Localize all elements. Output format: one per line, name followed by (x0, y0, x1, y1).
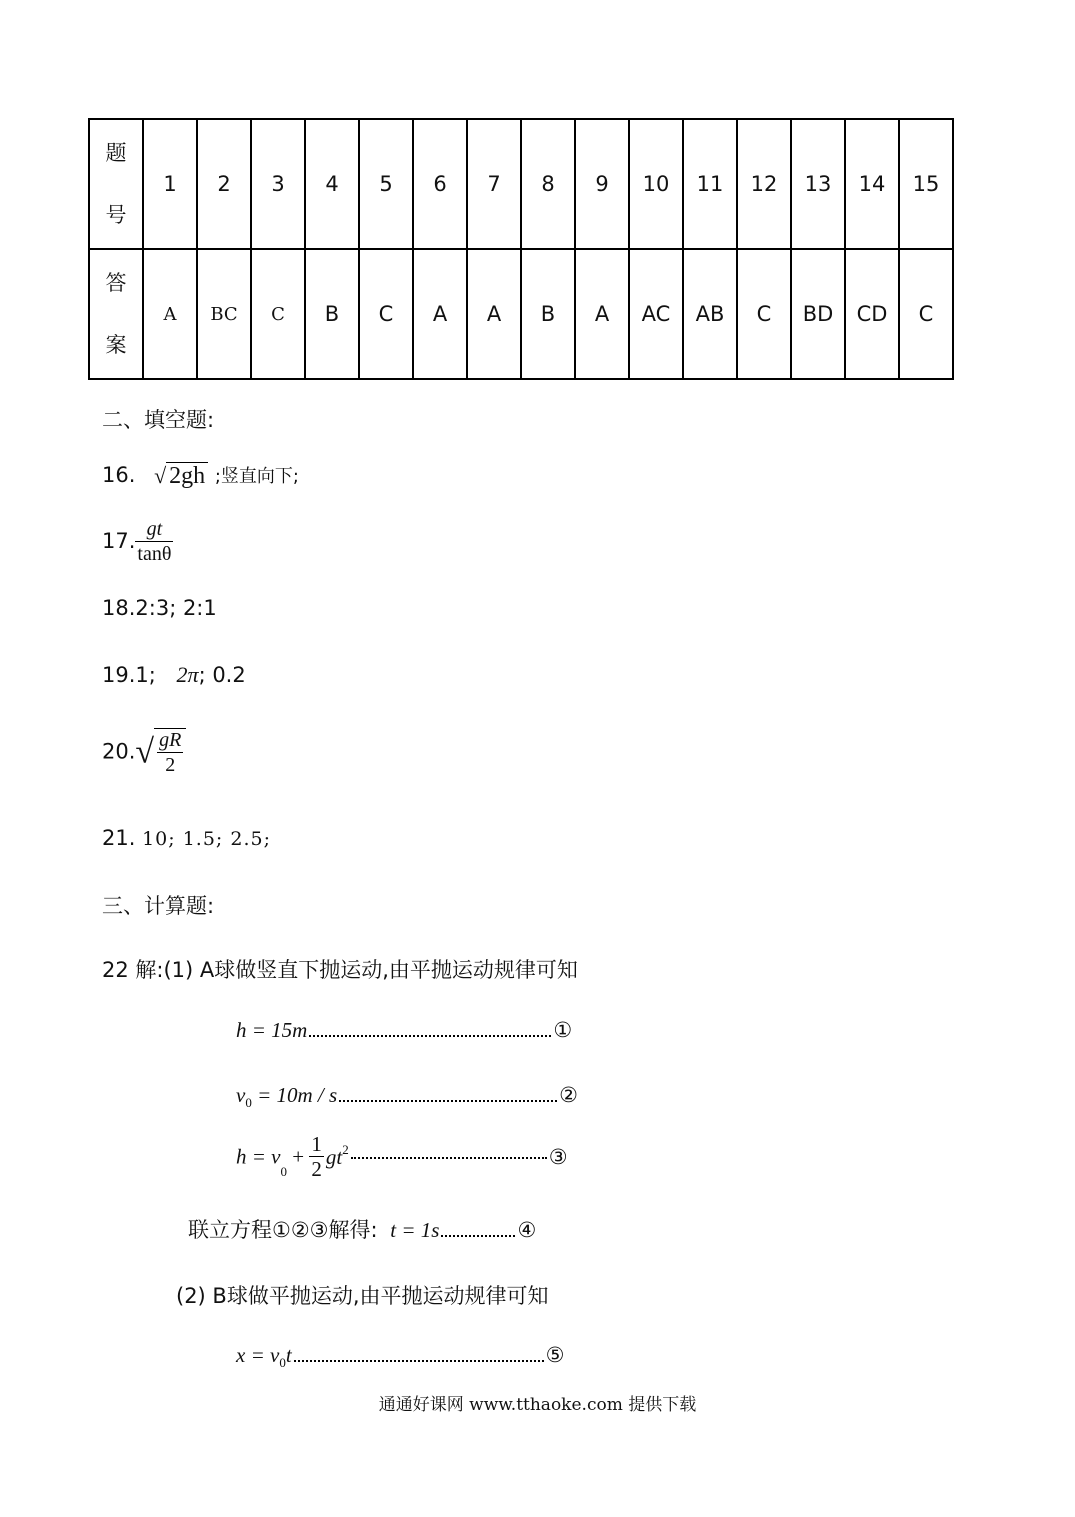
equation-marker: ① (553, 1018, 573, 1042)
fraction (135, 518, 173, 566)
equation-marker: ② (559, 1083, 578, 1107)
combine-line (188, 1214, 536, 1244)
question-number-cell: 14 (845, 119, 899, 249)
answer-21 (102, 826, 271, 850)
math-expression: 2π (176, 662, 199, 687)
variable: t (285, 1343, 292, 1367)
answer-cell: B (521, 249, 575, 379)
denominator: 2 (311, 1157, 322, 1182)
row-header-question-number (89, 119, 143, 249)
header-char: 题 (105, 141, 127, 165)
question-number-cell: 7 (467, 119, 521, 249)
fraction (154, 728, 186, 777)
dotted-leader (309, 1034, 551, 1037)
answer-cell: C (737, 249, 791, 379)
equation-marker: ④ (517, 1218, 537, 1242)
answer-20 (102, 728, 186, 777)
radicand: 2gh (166, 462, 208, 490)
section-fill-in-title: 二、填空题: (102, 408, 215, 432)
footer-text: 通通好课网 www.tthaoke.com 提供下载 (378, 1395, 697, 1415)
answer-19 (102, 662, 246, 688)
numerator: 1 (311, 1132, 322, 1156)
question-number: 20. (102, 739, 136, 764)
equation-text: x = v (236, 1343, 280, 1367)
question-number-cell: 12 (737, 119, 791, 249)
equation-text: = 10m / s (251, 1083, 338, 1107)
answer-cell: A (143, 249, 197, 379)
answer-cell: CD (845, 249, 899, 379)
question-number-row (89, 119, 953, 249)
question-number-cell: 2 (197, 119, 251, 249)
equation-text: t = 1s (390, 1218, 440, 1242)
question-number: 19.1; (102, 663, 156, 687)
dotted-leader (294, 1359, 544, 1362)
answer-cell: B (305, 249, 359, 379)
dotted-leader (339, 1099, 557, 1102)
fraction (309, 1132, 324, 1182)
question-number-cell: 1 (143, 119, 197, 249)
question-number-cell: 5 (359, 119, 413, 249)
header-char: 答 (105, 271, 127, 295)
question-number: 16. (102, 463, 136, 487)
answer-cell: AB (683, 249, 737, 379)
question-number-cell: 4 (305, 119, 359, 249)
numerator: gt (135, 518, 173, 542)
sqrt-expression: √ $\frac{gR}{2}$ (135, 728, 186, 777)
equation-text: gt (325, 1144, 343, 1169)
answer-cell: C (251, 249, 305, 379)
answer-text: 10; 1.5; 2.5; (142, 828, 271, 850)
question-number: 17. (102, 529, 136, 553)
question-number: 21. (102, 826, 136, 850)
variable: v (236, 1083, 246, 1107)
q22-part2: (2) B球做平抛运动,由平抛运动规律可知 (176, 1284, 549, 1308)
section-calculation-title: 三、计算题: (102, 894, 215, 918)
answer-17 (102, 518, 173, 566)
subscript: 0 (279, 1355, 286, 1371)
equation-1 (236, 1018, 572, 1043)
subscript: 0 (280, 1163, 287, 1179)
answer-cell: AC (629, 249, 683, 379)
answer-text: ;竖直向下; (214, 466, 299, 487)
answer-text: ; 0.2 (198, 663, 246, 687)
question-number-cell: 3 (251, 119, 305, 249)
question-number-cell: 15 (899, 119, 953, 249)
answer-cell: C (359, 249, 413, 379)
question-number-cell: 13 (791, 119, 845, 249)
dotted-leader (351, 1156, 547, 1159)
question-number-cell: 8 (521, 119, 575, 249)
answer-cell: A (413, 249, 467, 379)
answer-row (89, 249, 953, 379)
q22-intro: 22 解:(1) A球做竖直下抛运动,由平抛运动规律可知 (102, 958, 578, 982)
header-char: 号 (105, 203, 127, 227)
subscript: 0 (245, 1095, 252, 1111)
denominator: tanθ (137, 543, 172, 565)
denominator: 2 (165, 754, 176, 776)
question-number-cell: 6 (413, 119, 467, 249)
answer-cell: BD (791, 249, 845, 379)
equation-marker: ⑤ (545, 1343, 565, 1367)
question-number-cell: 9 (575, 119, 629, 249)
combine-text: 联立方程①②③解得: (188, 1218, 378, 1242)
header-char: 案 (105, 333, 127, 357)
answer-16 (102, 462, 299, 490)
equation-marker: ③ (548, 1145, 568, 1170)
equation-2 (236, 1083, 578, 1111)
dotted-leader (441, 1234, 515, 1237)
equation-text: h = v (236, 1144, 281, 1169)
operator: + (287, 1144, 310, 1169)
equation-3 (236, 1132, 568, 1182)
superscript: 2 (342, 1141, 349, 1157)
answer-cell: A (575, 249, 629, 379)
question-number-cell: 11 (683, 119, 737, 249)
answer-cell: C (899, 249, 953, 379)
equation-5 (236, 1343, 564, 1371)
sqrt-expression: √ 2gh (154, 462, 208, 490)
answer-table (88, 118, 954, 380)
question-number-cell: 10 (629, 119, 683, 249)
numerator: gR (159, 729, 182, 751)
row-header-answer (89, 249, 143, 379)
equation-text: h = 15m (236, 1018, 308, 1042)
answer-18: 18.2:3; 2:1 (102, 596, 217, 620)
answer-cell: A (467, 249, 521, 379)
answer-cell: BC (197, 249, 251, 379)
